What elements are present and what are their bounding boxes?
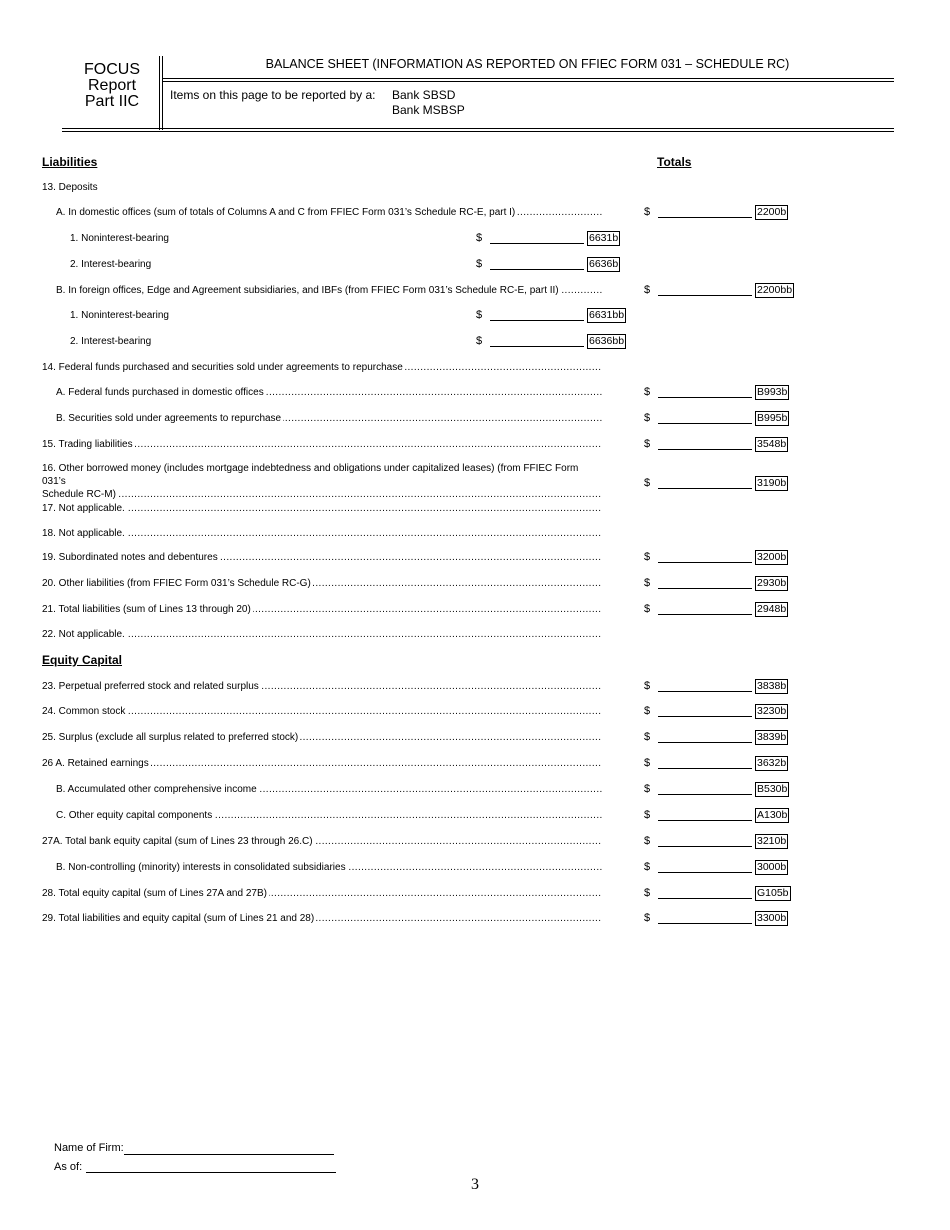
amount-entry-line[interactable] [658,872,752,873]
dollar-sign: $ [644,206,651,218]
amount-entry-line[interactable] [658,588,752,589]
line-item-code: 6631b [589,232,619,244]
line-item-label: 18. Not applicable. [42,528,125,539]
focus-line-2: Report [87,77,137,94]
dollar-sign: $ [644,705,651,717]
amount-entry-line[interactable] [490,243,584,244]
line-item-row [42,603,602,617]
line-item-label: 25. Surplus (exclude all surplus related to preferred stock) [42,732,299,743]
line-item-row [56,809,602,823]
focus-line-1: FOCUS [84,61,140,78]
firm-name-field[interactable] [124,1154,334,1155]
line-item-label: B. In foreign offices, Edge and Agreement subsidiaries, and IBFs (from FFIEC Form 031’s Schedule RC-E, part II) [56,285,559,296]
dollar-sign: $ [644,680,651,692]
focus-report-label [72,62,152,110]
line-item-code: 2930b [757,577,787,589]
line-item-code: G105b [757,887,789,899]
line-item-row [42,551,602,565]
liabilities-heading: Liabilities [42,155,98,169]
line-item-label: C. Other equity capital components [56,810,213,821]
line-item-code: 3000b [757,861,787,873]
line-item-code: 3200b [757,551,787,563]
line-item-code: B993b [757,386,788,398]
line-item-label: 22. Not applicable. [42,629,125,640]
header-bottom-rule-1 [62,128,894,129]
line-item-row [70,309,370,323]
line-item-code: A130b [757,809,788,821]
line-item-row [42,502,602,516]
line-item-code: B995b [757,412,788,424]
line-item-row [70,335,370,349]
line-item-label: 1. Noninterest-bearing [70,233,169,244]
amount-entry-line[interactable] [658,716,752,717]
line-item-row [42,181,602,195]
amount-entry-line[interactable] [658,820,752,821]
line-item-label: 20. Other liabilities (from FFIEC Form 031’s Schedule RC-G) [42,578,311,589]
dollar-sign: $ [644,577,651,589]
as-of-field[interactable] [86,1172,336,1173]
line-item-label: 16. Other borrowed money (includes mortgage indebtedness and obligations under capitalized leases) (from FFIEC Form 031’s [42,463,579,487]
dollar-sign: $ [644,551,651,563]
amount-entry-line[interactable] [658,846,752,847]
amount-entry-line[interactable] [658,397,752,398]
dollar-sign: $ [644,835,651,847]
line-item-label: 27A. Total bank equity capital (sum of Lines 23 through 26.C) [42,836,313,847]
line-item-label: 13. Deposits [42,182,98,193]
dollar-sign: $ [644,603,651,615]
line-item-code: 3210b [757,835,787,847]
reported-by-sbsd: Bank SBSD [392,88,456,102]
line-item-code: 3300b [757,912,787,924]
header-bottom-rule-2 [62,131,894,132]
line-item-label: 14. Federal funds purchased and securities sold under agreements to repurchase [42,362,403,373]
reported-by-msbsp: Bank MSBSP [392,103,465,117]
dollar-sign: $ [644,809,651,821]
amount-entry-line[interactable] [658,923,752,924]
line-item-row [56,783,602,797]
line-item-code: B530b [757,783,788,795]
as-of-label: As of: [54,1161,83,1173]
line-item-row [56,284,602,298]
line-item-code: 3230b [757,705,787,717]
title-rule-2 [162,81,894,82]
dollar-sign: $ [644,386,651,398]
line-item-label: 24. Common stock [42,706,126,717]
line-item-row [42,912,602,926]
dollar-sign: $ [644,731,651,743]
line-item-label: 19. Subordinated notes and debentures [42,552,218,563]
amount-entry-line[interactable] [658,691,752,692]
line-item-row [42,731,602,745]
title-rule-1 [162,78,894,79]
line-item-code: 3839b [757,731,787,743]
amount-entry-line[interactable] [490,346,584,347]
dollar-sign: $ [476,335,483,347]
firm-name-label: Name of Firm: [54,1142,124,1154]
line-item-label: A. In domestic offices (sum of totals of Columns A and C from FFIEC Form 031’s Schedule RC-E, part I) [56,207,516,218]
dollar-sign: $ [644,861,651,873]
dollar-sign: $ [644,757,651,769]
amount-entry-line[interactable] [658,614,752,615]
line-item-label: B. Non-controlling (minority) interests in consolidated subsidiaries [56,862,346,873]
reported-by-values [392,88,465,118]
line-item-row [70,258,370,272]
line-item-row [42,361,602,375]
amount-entry-line[interactable] [658,488,752,489]
line-item-label: B. Securities sold under agreements to repurchase [56,413,282,424]
line-item-row [42,705,602,719]
line-item-label: 15. Trading liabilities [42,439,133,450]
line-item-row [56,386,602,400]
amount-entry-line[interactable] [658,217,752,218]
line-item-row [42,527,602,541]
line-item-row [42,577,602,591]
line-item-label: 28. Total equity capital (sum of Lines 27A and 27B) [42,888,267,899]
page-number: 3 [471,1176,479,1193]
line-item-label-continued: Schedule RC-M) [42,489,116,500]
line-item-code: 6636bb [589,335,625,347]
line-item-row [42,757,602,771]
amount-entry-line[interactable] [490,320,584,321]
dollar-sign: $ [644,783,651,795]
dollar-sign: $ [644,887,651,899]
line-item-label: 17. Not applicable. [42,503,125,514]
line-item-code: 3632b [757,757,787,769]
line-item-label: B. Accumulated other comprehensive income [56,784,257,795]
line-item-code: 2948b [757,603,787,615]
equity-capital-heading: Equity Capital [42,653,123,667]
line-item-row [42,887,602,901]
line-item-label: A. Federal funds purchased in domestic offices [56,387,264,398]
amount-entry-line[interactable] [658,742,752,743]
amount-entry-line[interactable] [658,562,752,563]
line-item-code: 2200b [757,206,787,218]
line-item-row [42,628,602,642]
line-item-row [56,206,602,220]
line-item-row [42,680,602,694]
dollar-sign: $ [476,258,483,270]
line-item-label: 2. Interest-bearing [70,259,152,270]
dollar-sign: $ [644,477,651,489]
line-item-code: 2200bb [757,284,793,296]
reported-by-label: Items on this page to be reported by a: [170,88,376,102]
line-item-row [70,232,370,246]
line-item-code: 6636b [589,258,619,270]
line-item-label: 23. Perpetual preferred stock and related surplus [42,681,259,692]
line-item-label: 2. Interest-bearing [70,336,152,347]
dollar-sign: $ [476,232,483,244]
line-item-row [56,861,602,875]
form-title: BALANCE SHEET (INFORMATION AS REPORTED ON FFIEC FORM 031 – SCHEDULE RC) [265,57,790,71]
amount-entry-line[interactable] [658,295,752,296]
line-item-code: 3190b [757,477,787,489]
dollar-sign: $ [476,309,483,321]
line-item-code: 3548b [757,438,787,450]
amount-entry-line[interactable] [658,423,752,424]
amount-entry-line[interactable] [658,794,752,795]
dollar-sign: $ [644,284,651,296]
amount-entry-line[interactable] [658,898,752,899]
line-item-row [42,462,602,501]
amount-entry-line[interactable] [490,269,584,270]
line-item-label: 1. Noninterest-bearing [70,310,169,321]
amount-entry-line[interactable] [658,449,752,450]
line-item-row [42,835,602,849]
dollar-sign: $ [644,438,651,450]
line-item-row [42,438,602,452]
line-item-label: 26 A. Retained earnings [42,758,149,769]
focus-line-3: Part IIC [84,93,140,110]
dollar-sign: $ [644,912,651,924]
line-item-label: 29. Total liabilities and equity capital (sum of Lines 21 and 28) [42,913,315,924]
line-item-code: 3838b [757,680,787,692]
amount-entry-line[interactable] [658,768,752,769]
line-item-row [56,412,602,426]
totals-heading: Totals [657,155,692,169]
dollar-sign: $ [644,412,651,424]
line-item-label: 21. Total liabilities (sum of Lines 13 through 20) [42,604,251,615]
line-item-code: 6631bb [589,309,625,321]
